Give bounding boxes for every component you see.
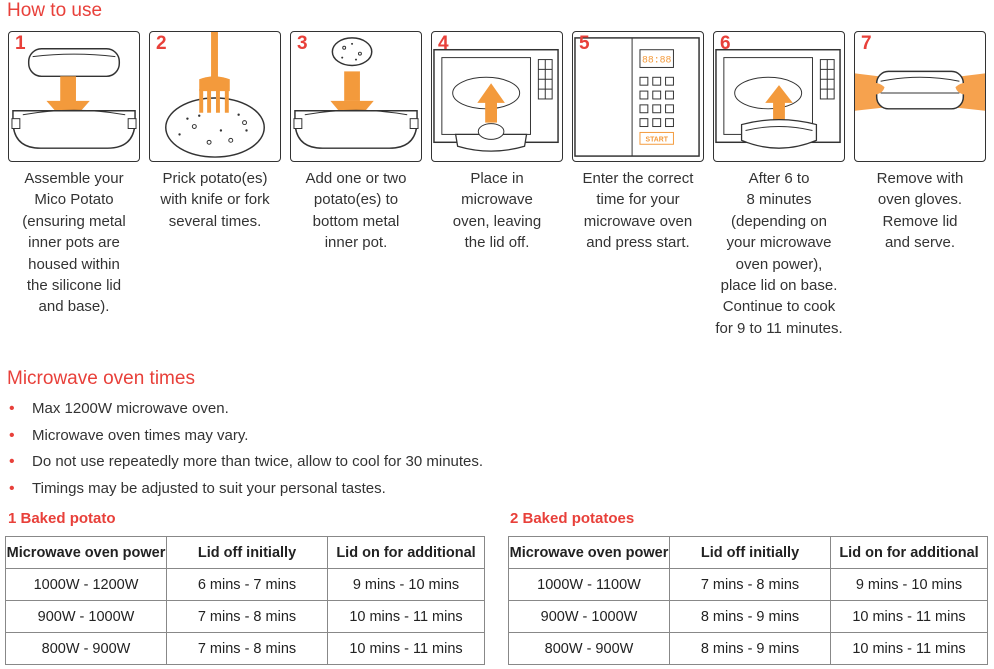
step-4-number: 4 [438,33,449,54]
table-row [509,633,988,665]
column-header: Lid off initially [167,537,328,569]
step-5-number: 5 [579,33,590,54]
step-7-panel [854,31,986,162]
table-cell: 10 mins - 11 mins [831,633,988,665]
table-cell: 9 mins - 10 mins [831,569,988,601]
table-cell: 10 mins - 11 mins [328,601,485,633]
prick-potato-icon [150,32,280,161]
table-cell: 900W - 1000W [6,601,167,633]
step-7-desc: Remove with oven gloves. Remove lid and serve. [876,170,964,252]
table-row [6,569,485,601]
step-6-number: 6 [720,33,731,54]
notes-list [8,396,483,502]
step-1-panel [8,31,140,162]
table-cell: 7 mins - 8 mins [167,633,328,665]
microwave-times-heading: Microwave oven times [7,368,195,389]
oven-gloves-icon [855,32,985,161]
table-row [509,569,988,601]
list-item: • Do not use repeatedly more than twice, allow to cool for 30 minutes. [8,449,483,476]
microwave-open-icon [432,32,562,161]
table-cell: 6 mins - 7 mins [167,569,328,601]
step-5-desc: Enter the correct time for your microwave oven and press start. [582,170,694,252]
microwave-keypad-icon [573,32,703,161]
table-2-title: 2 Baked potatoes [510,510,635,527]
table-cell: 1000W - 1100W [509,569,670,601]
table-row [509,601,988,633]
page-title: How to use [7,0,103,21]
step-3-number: 3 [297,33,308,54]
step-2-panel [149,31,281,162]
table-cell: 800W - 900W [6,633,167,665]
table-cell: 7 mins - 8 mins [167,601,328,633]
table-header-row [6,537,485,569]
table-header-row [509,537,988,569]
step-2-desc: Prick potato(es) with knife or fork several times. [160,170,270,230]
step-5-panel [572,31,704,162]
list-item: • Max 1200W microwave oven. [8,396,483,423]
step-3-panel [290,31,422,162]
list-item: • Timings may be adjusted to suit your personal tastes. [8,476,483,503]
table-cell: 8 mins - 9 mins [670,633,831,665]
table-cell: 10 mins - 11 mins [831,601,988,633]
step-4-panel [431,31,563,162]
assemble-icon [9,32,139,161]
column-header: Lid on for additional [831,537,988,569]
table-cell: 9 mins - 10 mins [328,569,485,601]
start-button-label: START [645,136,668,144]
step-1-number: 1 [15,33,26,54]
step-7-number: 7 [861,33,872,54]
column-header: Microwave oven power [509,537,670,569]
step-6-desc: After 6 to 8 minutes (depending on your microwave oven power), place lid on base. Continue to cook for 9 to 11 minutes. [715,170,843,337]
list-item: • Microwave oven times may vary. [8,423,483,450]
table-row [6,633,485,665]
table-row [6,601,485,633]
table-1-title: 1 Baked potato [8,510,116,527]
step-2-number: 2 [156,33,167,54]
table-cell: 1000W - 1200W [6,569,167,601]
table-1 [5,536,485,665]
column-header: Lid off initially [670,537,831,569]
table-2 [508,536,988,665]
table-cell: 8 mins - 9 mins [670,601,831,633]
step-6-panel [713,31,845,162]
table-cell: 800W - 900W [509,633,670,665]
step-3-desc: Add one or two potato(es) to bottom metal inner pot. [305,170,407,252]
add-potato-icon [291,32,421,161]
table-cell: 900W - 1000W [509,601,670,633]
timer-display: 88:88 [641,54,672,66]
column-header: Microwave oven power [6,537,167,569]
table-cell: 10 mins - 11 mins [328,633,485,665]
column-header: Lid on for additional [328,537,485,569]
microwave-lid-on-icon [714,32,844,161]
step-4-desc: Place in microwave oven, leaving the lid off. [452,170,542,252]
table-cell: 7 mins - 8 mins [670,569,831,601]
step-1-desc: Assemble your Mico Potato (ensuring metal inner pots are housed within the silicone lid and base). [22,170,126,316]
